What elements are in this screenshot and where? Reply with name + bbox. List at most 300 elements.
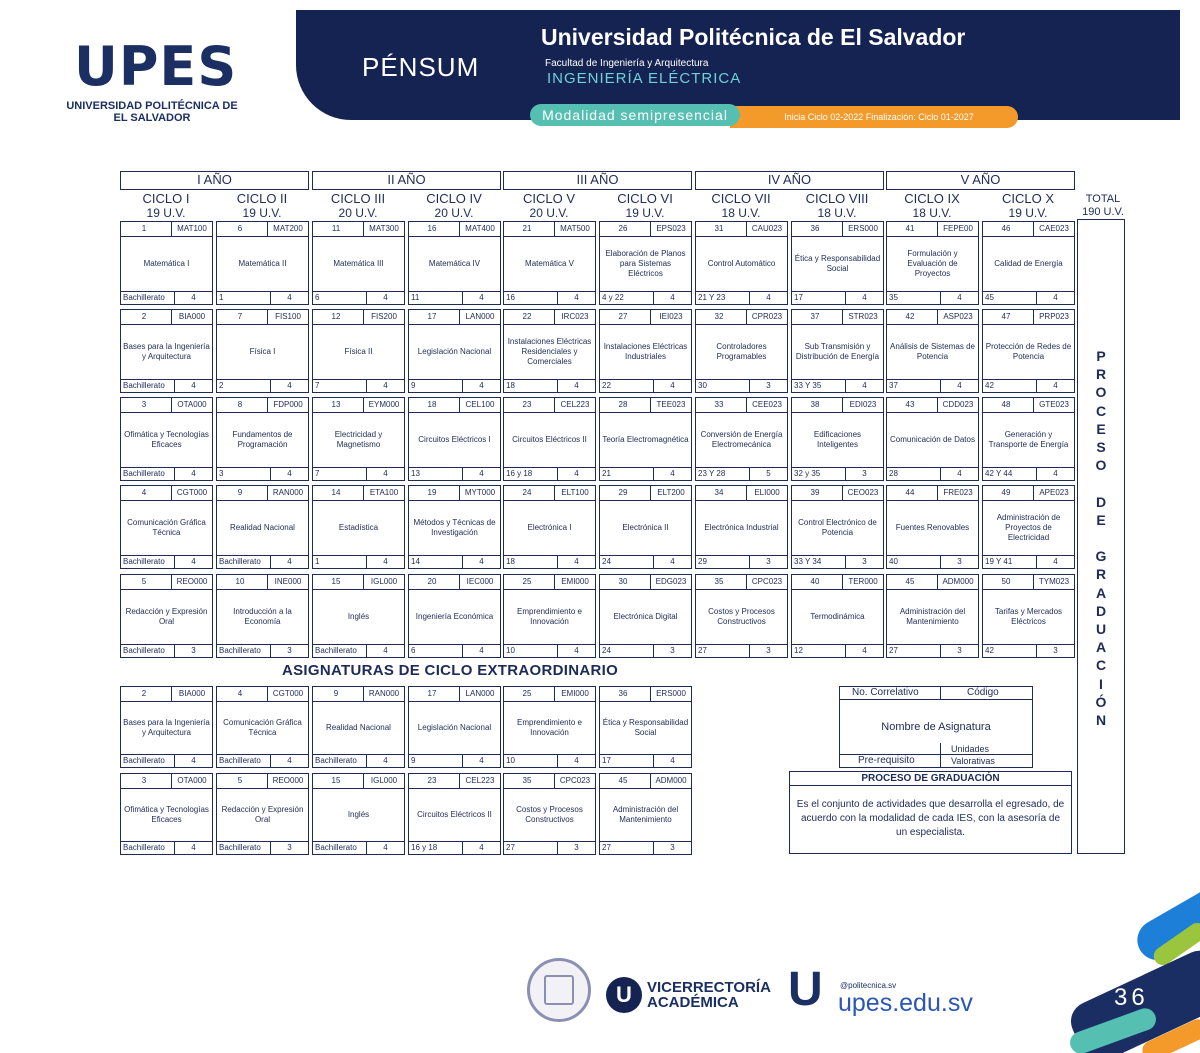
course-cell[interactable]: [791, 221, 884, 305]
upes-u-icon: U: [788, 963, 823, 1016]
course-name: Administración del Mantenimiento: [612, 805, 679, 824]
course-uv: 4: [653, 755, 691, 767]
course-cell[interactable]: [312, 686, 405, 768]
course-uv: 4: [366, 468, 404, 480]
course-uv: 4: [366, 556, 404, 568]
cycle-uv: 20 U.V.: [434, 206, 474, 220]
course-number: 45: [905, 577, 915, 586]
course-footer: [504, 291, 595, 304]
course-footer: [409, 467, 500, 480]
course-name: Matemática III: [333, 259, 384, 268]
course-header: [600, 575, 691, 590]
course-prereq: 9: [411, 756, 416, 765]
course-code: ELT100: [554, 486, 595, 500]
course-header: [983, 222, 1074, 237]
course-number: 24: [522, 488, 532, 497]
course-prereq: 18: [506, 557, 515, 566]
cycle-uv: 18 U.V.: [817, 206, 857, 220]
course-prereq: 6: [315, 293, 320, 302]
course-cell[interactable]: [695, 309, 788, 393]
course-footer: [121, 291, 212, 304]
course-code: CGT000: [267, 687, 308, 701]
course-cell[interactable]: [216, 773, 309, 855]
course-cell[interactable]: [791, 309, 884, 393]
course-prereq: 24: [602, 557, 611, 566]
course-cell[interactable]: [599, 773, 692, 855]
course-cell[interactable]: [120, 485, 213, 569]
course-cell[interactable]: [408, 221, 501, 305]
course-code: OTA000: [171, 398, 212, 412]
course-prereq: 9: [411, 381, 416, 390]
course-number: 35: [522, 776, 532, 785]
course-prereq: 33 Y 34: [794, 557, 822, 566]
course-footer: [217, 379, 308, 392]
course-uv: 4: [462, 645, 500, 657]
course-footer: [600, 754, 691, 767]
graduation-letter: G: [1095, 548, 1107, 565]
course-cell[interactable]: [503, 686, 596, 768]
course-footer: [217, 754, 308, 767]
course-uv: 4: [174, 842, 212, 854]
course-cell[interactable]: [503, 397, 596, 481]
course-number: 42: [905, 312, 915, 321]
course-uv: 4: [557, 556, 595, 568]
course-uv: 3: [845, 468, 883, 480]
course-number: 37: [810, 312, 820, 321]
course-uv: 4: [940, 380, 978, 392]
course-footer: [792, 379, 883, 392]
course-number: 15: [331, 776, 341, 785]
course-cell[interactable]: [982, 221, 1075, 305]
course-prereq: 32 y 35: [794, 469, 821, 478]
course-footer: [792, 555, 883, 568]
course-uv: 4: [557, 755, 595, 767]
course-footer: [600, 841, 691, 854]
course-cell[interactable]: [503, 221, 596, 305]
course-footer: [217, 644, 308, 657]
course-number: 22: [522, 312, 532, 321]
course-prereq: 13: [411, 469, 420, 478]
course-cell[interactable]: [216, 574, 309, 658]
course-name: Fundamentos de Programación: [232, 430, 293, 449]
course-number: 27: [618, 312, 628, 321]
course-uv: 4: [462, 556, 500, 568]
course-uv: 4: [270, 468, 308, 480]
course-header: [409, 486, 500, 501]
course-prereq: 17: [794, 293, 803, 302]
page-number: 36: [1114, 984, 1149, 1011]
course-name: Inglés: [347, 612, 370, 621]
course-cell[interactable]: [599, 221, 692, 305]
cycle-name: CICLO V: [522, 191, 575, 206]
course-cell[interactable]: [599, 574, 692, 658]
course-header: [887, 310, 978, 325]
course-header: [792, 575, 883, 590]
course-name: Circuitos Eléctricos II: [512, 435, 587, 444]
course-number: 3: [141, 400, 147, 409]
course-header: [696, 398, 787, 413]
cycle-uv: 19 U.V.: [625, 206, 665, 220]
graduation-vertical-label: [1077, 347, 1125, 729]
course-prereq: Bachillerato: [123, 381, 165, 390]
course-header: [313, 398, 404, 413]
course-prereq: 42: [985, 381, 994, 390]
course-name: Edificaciones Inteligentes: [813, 430, 862, 449]
course-name: Emprendimiento e Innovación: [517, 607, 582, 626]
course-cell[interactable]: [120, 773, 213, 855]
course-cell[interactable]: [982, 574, 1075, 658]
course-cell[interactable]: [120, 309, 213, 393]
graduation-letter: A: [1095, 584, 1107, 601]
cycle-header: [597, 192, 693, 220]
course-name: Teoría Electromagnética: [602, 435, 689, 444]
course-name: Costos y Procesos Constructivos: [708, 607, 775, 626]
course-footer: [409, 379, 500, 392]
course-footer: [313, 754, 404, 767]
course-cell[interactable]: [312, 574, 405, 658]
course-prereq: 42 Y 44: [985, 469, 1013, 478]
course-cell[interactable]: [599, 686, 692, 768]
course-cell[interactable]: [216, 686, 309, 768]
course-name: Circuitos Eléctricos I: [418, 435, 491, 444]
course-footer: [887, 291, 978, 304]
course-name: Electrónica Industrial: [704, 523, 779, 532]
course-cell[interactable]: [791, 574, 884, 658]
course-header: [217, 774, 308, 789]
graduation-letter: I: [1099, 675, 1103, 692]
graduation-letter: [1077, 474, 1125, 492]
course-number: 46: [1001, 224, 1011, 233]
course-code: MAT200: [267, 222, 308, 236]
course-footer: [409, 841, 500, 854]
course-uv: 4: [174, 556, 212, 568]
course-footer: [121, 644, 212, 657]
course-footer: [792, 644, 883, 657]
cycle-name: CICLO I: [142, 191, 190, 206]
year-header: V AÑO: [886, 171, 1075, 190]
course-name: Fuentes Renovables: [895, 523, 970, 532]
cycle-name: CICLO VII: [711, 191, 771, 206]
cycle-header: [501, 192, 597, 220]
course-footer: [792, 467, 883, 480]
course-number: 39: [810, 488, 820, 497]
cycle-name: CICLO III: [330, 191, 386, 206]
course-code: CEL223: [554, 398, 595, 412]
course-uv: 4: [1036, 292, 1074, 304]
course-uv: 3: [749, 380, 787, 392]
course-uv: 3: [653, 842, 691, 854]
course-prereq: 2: [219, 381, 224, 390]
course-footer: [696, 644, 787, 657]
course-header: [792, 222, 883, 237]
course-name: Tarifas y Mercados Eléctricos: [994, 607, 1063, 626]
course-number: 11: [331, 224, 341, 233]
course-cell[interactable]: [312, 773, 405, 855]
course-code: IRC023: [554, 310, 595, 324]
course-name: Conversión de Energía Electromecánica: [700, 430, 783, 449]
legend-name: Nombre de Asignatura: [881, 721, 991, 733]
course-footer: [983, 467, 1074, 480]
course-cell[interactable]: [503, 309, 596, 393]
course-cell[interactable]: [120, 574, 213, 658]
course-footer: [983, 555, 1074, 568]
pensum-title: PÉNSUM: [362, 52, 480, 82]
course-prereq: 11: [411, 293, 420, 302]
course-footer: [600, 644, 691, 657]
course-cell[interactable]: [503, 773, 596, 855]
course-prereq: 1: [315, 557, 320, 566]
course-uv: 3: [940, 556, 978, 568]
course-number: 9: [237, 488, 243, 497]
course-header: [504, 310, 595, 325]
course-number: 33: [714, 400, 724, 409]
course-cell[interactable]: [695, 221, 788, 305]
course-cell[interactable]: [312, 309, 405, 393]
course-name: Calidad de Energía: [994, 259, 1063, 268]
course-footer: [600, 467, 691, 480]
course-header: [121, 222, 212, 237]
course-uv: 4: [366, 380, 404, 392]
course-code: APE023: [1033, 486, 1074, 500]
course-cell[interactable]: [982, 397, 1075, 481]
website-link[interactable]: upes.edu.sv: [838, 989, 973, 1017]
course-name: Elaboración de Planos para Sistemas Eléctricos: [605, 249, 686, 278]
course-uv: 4: [270, 556, 308, 568]
cycle-uv: 19 U.V.: [242, 206, 282, 220]
course-prereq: 4 y 22: [602, 293, 624, 302]
course-cell[interactable]: [886, 221, 979, 305]
cycle-header: [980, 192, 1076, 220]
course-cell[interactable]: [982, 309, 1075, 393]
course-cell[interactable]: [408, 485, 501, 569]
course-footer: [887, 379, 978, 392]
course-cell[interactable]: [120, 221, 213, 305]
course-name: Control Electrónico de Potencia: [798, 518, 877, 537]
course-uv: 4: [174, 380, 212, 392]
course-prereq: Bachillerato: [219, 646, 261, 655]
course-header: [217, 222, 308, 237]
course-prereq: Bachillerato: [123, 756, 165, 765]
course-cell[interactable]: [216, 485, 309, 569]
course-uv: 4: [653, 468, 691, 480]
course-cell[interactable]: [312, 485, 405, 569]
course-header: [696, 486, 787, 501]
course-cell[interactable]: [408, 686, 501, 768]
course-footer: [696, 291, 787, 304]
course-code: CEL100: [459, 398, 500, 412]
course-number: 36: [618, 689, 628, 698]
course-cell[interactable]: [312, 397, 405, 481]
course-code: TEE023: [650, 398, 691, 412]
cycle-header: [693, 192, 789, 220]
course-code: BIA000: [171, 310, 212, 324]
course-header: [313, 486, 404, 501]
course-number: 32: [714, 312, 724, 321]
course-cell[interactable]: [599, 397, 692, 481]
course-uv: 4: [557, 292, 595, 304]
course-cell[interactable]: [408, 773, 501, 855]
course-cell[interactable]: [216, 309, 309, 393]
course-cell[interactable]: [886, 397, 979, 481]
course-cell[interactable]: [312, 221, 405, 305]
course-code: EMI000: [554, 575, 595, 589]
course-prereq: 10: [506, 756, 515, 765]
course-uv: 4: [940, 292, 978, 304]
course-code: ELI000: [746, 486, 787, 500]
course-header: [983, 575, 1074, 590]
course-footer: [121, 467, 212, 480]
course-header: [217, 575, 308, 590]
course-name: Sub Transmisión y Distribución de Energía: [795, 342, 880, 361]
course-header: [121, 687, 212, 702]
course-footer: [217, 467, 308, 480]
course-number: 45: [618, 776, 628, 785]
course-footer: [313, 379, 404, 392]
course-name: Bases para la Ingeniería y Arquitectura: [123, 718, 210, 737]
course-prereq: 21 Y 23: [698, 293, 726, 302]
course-code: ETA100: [363, 486, 404, 500]
graduation-letter: Ó: [1095, 693, 1107, 710]
course-code: EMI000: [554, 687, 595, 701]
course-code: CAU023: [746, 222, 787, 236]
course-code: CEO023: [842, 486, 883, 500]
course-uv: 4: [462, 380, 500, 392]
course-cell[interactable]: [408, 574, 501, 658]
upes-logo: UPES: [74, 35, 238, 98]
course-cell[interactable]: [886, 574, 979, 658]
course-code: IEI023: [650, 310, 691, 324]
course-header: [409, 774, 500, 789]
cycle-name: CICLO VIII: [805, 191, 869, 206]
course-header: [600, 398, 691, 413]
course-number: 8: [237, 400, 243, 409]
course-footer: [600, 555, 691, 568]
course-footer: [121, 754, 212, 767]
course-footer: [504, 754, 595, 767]
course-footer: [121, 841, 212, 854]
course-cell[interactable]: [886, 485, 979, 569]
course-header: [217, 310, 308, 325]
course-code: EYM000: [363, 398, 404, 412]
course-uv: 4: [174, 755, 212, 767]
course-header: [792, 398, 883, 413]
course-cell[interactable]: [791, 397, 884, 481]
course-header: [600, 687, 691, 702]
course-prereq: 12: [794, 646, 803, 655]
course-prereq: Bachillerato: [315, 756, 357, 765]
course-cell[interactable]: [695, 485, 788, 569]
course-cell[interactable]: [216, 221, 309, 305]
course-prereq: Bachillerato: [315, 646, 357, 655]
course-cell[interactable]: [503, 574, 596, 658]
course-code: ADM000: [650, 774, 691, 788]
course-uv: 3: [653, 645, 691, 657]
course-number: 19: [427, 488, 437, 497]
course-number: 25: [522, 689, 532, 698]
course-uv: 4: [845, 645, 883, 657]
course-code: ASP023: [937, 310, 978, 324]
course-cell[interactable]: [599, 309, 692, 393]
course-header: [887, 575, 978, 590]
course-uv: 4: [653, 556, 691, 568]
course-header: [887, 222, 978, 237]
course-name: Instalaciones Eléctricas Industriales: [603, 342, 688, 361]
cycle-name: CICLO VI: [617, 191, 673, 206]
cycle-name: CICLO IX: [904, 191, 960, 206]
course-code: ADM000: [937, 575, 978, 589]
course-header: [600, 222, 691, 237]
course-code: CEE023: [746, 398, 787, 412]
course-cell[interactable]: [599, 485, 692, 569]
course-prereq: 30: [698, 381, 707, 390]
course-prereq: 37: [889, 381, 898, 390]
course-code: EDG023: [650, 575, 691, 589]
course-cell[interactable]: [695, 397, 788, 481]
course-uv: 4: [270, 292, 308, 304]
course-number: 17: [427, 312, 437, 321]
course-uv: 4: [557, 645, 595, 657]
course-cell[interactable]: [695, 574, 788, 658]
course-cell[interactable]: [120, 686, 213, 768]
graduation-process-box: [789, 771, 1072, 854]
course-header: [121, 486, 212, 501]
graduation-letter: C: [1095, 402, 1107, 419]
course-uv: 3: [749, 556, 787, 568]
course-cell[interactable]: [886, 309, 979, 393]
course-name: Administración del Mantenimiento: [899, 607, 966, 626]
cycle-uv: 20 U.V.: [338, 206, 378, 220]
course-header: [696, 310, 787, 325]
course-prereq: 22: [602, 381, 611, 390]
course-cell[interactable]: [216, 397, 309, 481]
course-code: IEC000: [459, 575, 500, 589]
course-cell[interactable]: [791, 485, 884, 569]
course-name: Bases para la Ingeniería y Arquitectura: [123, 342, 210, 361]
course-footer: [313, 467, 404, 480]
graduation-letter: O: [1095, 384, 1107, 401]
course-footer: [313, 841, 404, 854]
course-uv: 3: [557, 842, 595, 854]
course-footer: [121, 555, 212, 568]
course-cell[interactable]: [120, 397, 213, 481]
course-number: 7: [237, 312, 243, 321]
course-cell[interactable]: [408, 397, 501, 481]
total-uv: TOTAL 190 U.V.: [1082, 193, 1124, 218]
graduation-letter: [1077, 529, 1125, 547]
course-prereq: 16 y 18: [506, 469, 533, 478]
graduation-process-title: PROCESO DE GRADUACIÓN: [790, 772, 1071, 786]
course-code: INE000: [267, 575, 308, 589]
course-number: 38: [810, 400, 820, 409]
cycle-name: CICLO IV: [426, 191, 482, 206]
course-cell[interactable]: [503, 485, 596, 569]
course-name: Ofimática y Tecnologías Eficaces: [124, 805, 209, 824]
course-cell[interactable]: [408, 309, 501, 393]
course-name: Control Automático: [707, 259, 776, 268]
course-name: Realidad Nacional: [326, 723, 391, 732]
course-name: Ética y Responsabilidad Social: [602, 718, 689, 737]
course-cell[interactable]: [982, 485, 1075, 569]
course-number: 35: [714, 577, 724, 586]
course-footer: [217, 291, 308, 304]
course-prereq: Bachillerato: [123, 469, 165, 478]
course-prereq: Bachillerato: [219, 843, 261, 852]
course-name: Inglés: [347, 810, 370, 819]
course-header: [504, 486, 595, 501]
course-name: Análisis de Sistemas de Potencia: [890, 342, 975, 361]
course-footer: [887, 467, 978, 480]
course-number: 2: [141, 312, 147, 321]
